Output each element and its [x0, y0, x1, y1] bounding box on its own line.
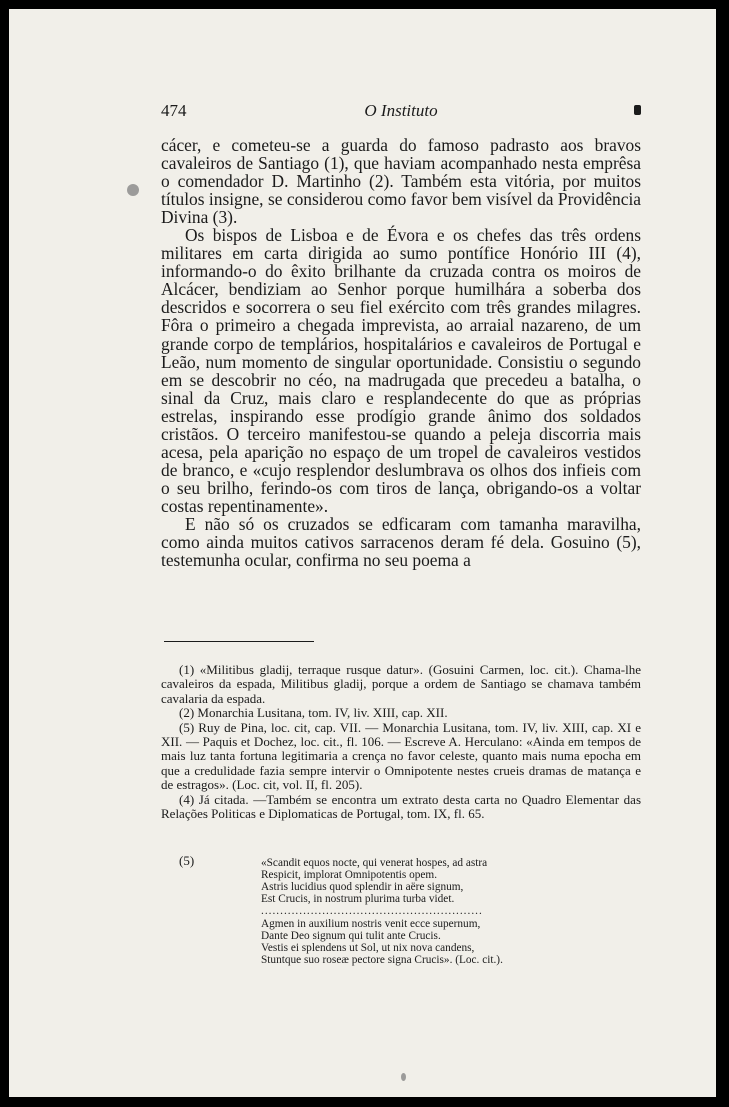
poem-line: Vestis ei splendens ut Sol, ut nix nova candens,: [261, 942, 475, 955]
poem-line: «Scandit equos nocte, qui venerat hospes, ad astra: [261, 857, 488, 869]
ink-speck: [401, 1073, 406, 1081]
running-title: O Instituto: [364, 101, 438, 120]
poem-line: Agmen in auxilium nostris venit ecce supernum,: [261, 918, 481, 931]
footnote-divider: [164, 641, 314, 642]
paragraph-continuation: cácer, e cometeu-se a guarda do famoso padrasto aos bravos cavaleiros de Santiago (1), que haviam acompanhado nesta emprêsa o comendador D. Martinho (2). Também esta vitória, por muitos títulos insigne, se considerou como favor bem visível da Providência Divina (3).: [161, 135, 641, 228]
main-text: [161, 136, 641, 569]
poem-line: Dante Deo signum qui tulit ante Crucis.: [261, 930, 441, 943]
poem-line: Respicit, implorat Omnipotentis opem.: [261, 869, 438, 882]
poem-line: Stuntque suo roseæ pectore signa Crucis». (Loc. cit.).: [261, 954, 503, 967]
poem-separator: ..........................................................: [261, 905, 483, 918]
page-header: [161, 101, 641, 125]
footnote-1: (1) «Militibus gladij, terraque rusque datur». (Gosuini Carmen, loc. cit.). Chama-lhe cavaleiros da espada, Militibus gladij, porque a ordem de Santiago se chamava também cavalaria da espada.: [161, 662, 641, 706]
footnote-4: (4) Já citada. —Também se encontra um extrato desta carta no Quadro Elementar das Relações Politicas e Diplomaticas de Portugal, tom. IX, fl. 65.: [161, 791, 641, 822]
poem-lines: [261, 857, 641, 966]
paragraph-gosuino: E não só os cruzados se edficaram com tamanha maravilha, como ainda muitos cativos sarracenos deram fé dela. Gosuino (5), testemunha ocular, confirma no seu poema a: [161, 513, 641, 571]
footnotes: [161, 659, 641, 821]
footnote-5: (5) Ruy de Pina, loc. cit, cap. VII. — Monarchia Lusitana, tom. IV, liv. XIII, cap. XI e XII. — Paquis et Dochez, loc. cit., fl. 106. — Escreve A. Herculano: «Ainda em tempos de mais luz tanta fortuna legitimaria a crença no favor celeste, quanto mais numa epocha em que a credulidade fazia sempre intervir o Omnipotente nestes crueis dramas de matança e de estragos». (Loc. cit, vol. II, fl. 205).: [161, 719, 641, 793]
poem-line: Est Crucis, in nostrum plurima turba videt.: [261, 893, 455, 906]
book-page: [9, 9, 716, 1097]
corner-mark: [634, 105, 641, 115]
poem-note-number: (5): [179, 853, 195, 868]
paragraph-bishops-letter: Os bispos de Lisboa e de Évora e os chefes das três ordens militares em carta dirigida ao sumo pontífice Honório III (4), informando-o do êxito brilhante da cruzada contra os moiros de Alcácer, bendiziam ao Senhor porque humilhára a soberba dos descridos e socorrera o seu fiel exército com três grandes milagres. Fôra o primeiro a chegada imprevista, ao arraial nazareno, de um grande corpo de templários, hospitalários e cavaleiros de Portugal e Leão, num momento de singular oportunidade. Consistiu o segundo em se descobrir no céo, na madrugada que precedeu a batalha, o sinal da Cruz, mais claro e resplandecente do que as próprias estrelas, inspirando esse prodígio grande ânimo dos soldados cristãos. O terceiro manifestou-se quando a peleja discorria mais acesa, pela aparição no espaço de um tropel de cavaleiros vestidos de branco, e «cujo resplendor deslumbrava os olhos dos infieis com o seu brilho, ferindo-os com tiros de lança, obrigando-os a voltar costas repentinamente».: [161, 225, 641, 516]
poem-line: Astris lucidius quod splendir in aëre signum,: [261, 881, 464, 894]
page-number: 474: [161, 101, 187, 120]
ink-speck: [127, 184, 139, 196]
footnote-2: (2) Monarchia Lusitana, tom. IV, liv. XIII, cap. XII.: [179, 705, 448, 721]
